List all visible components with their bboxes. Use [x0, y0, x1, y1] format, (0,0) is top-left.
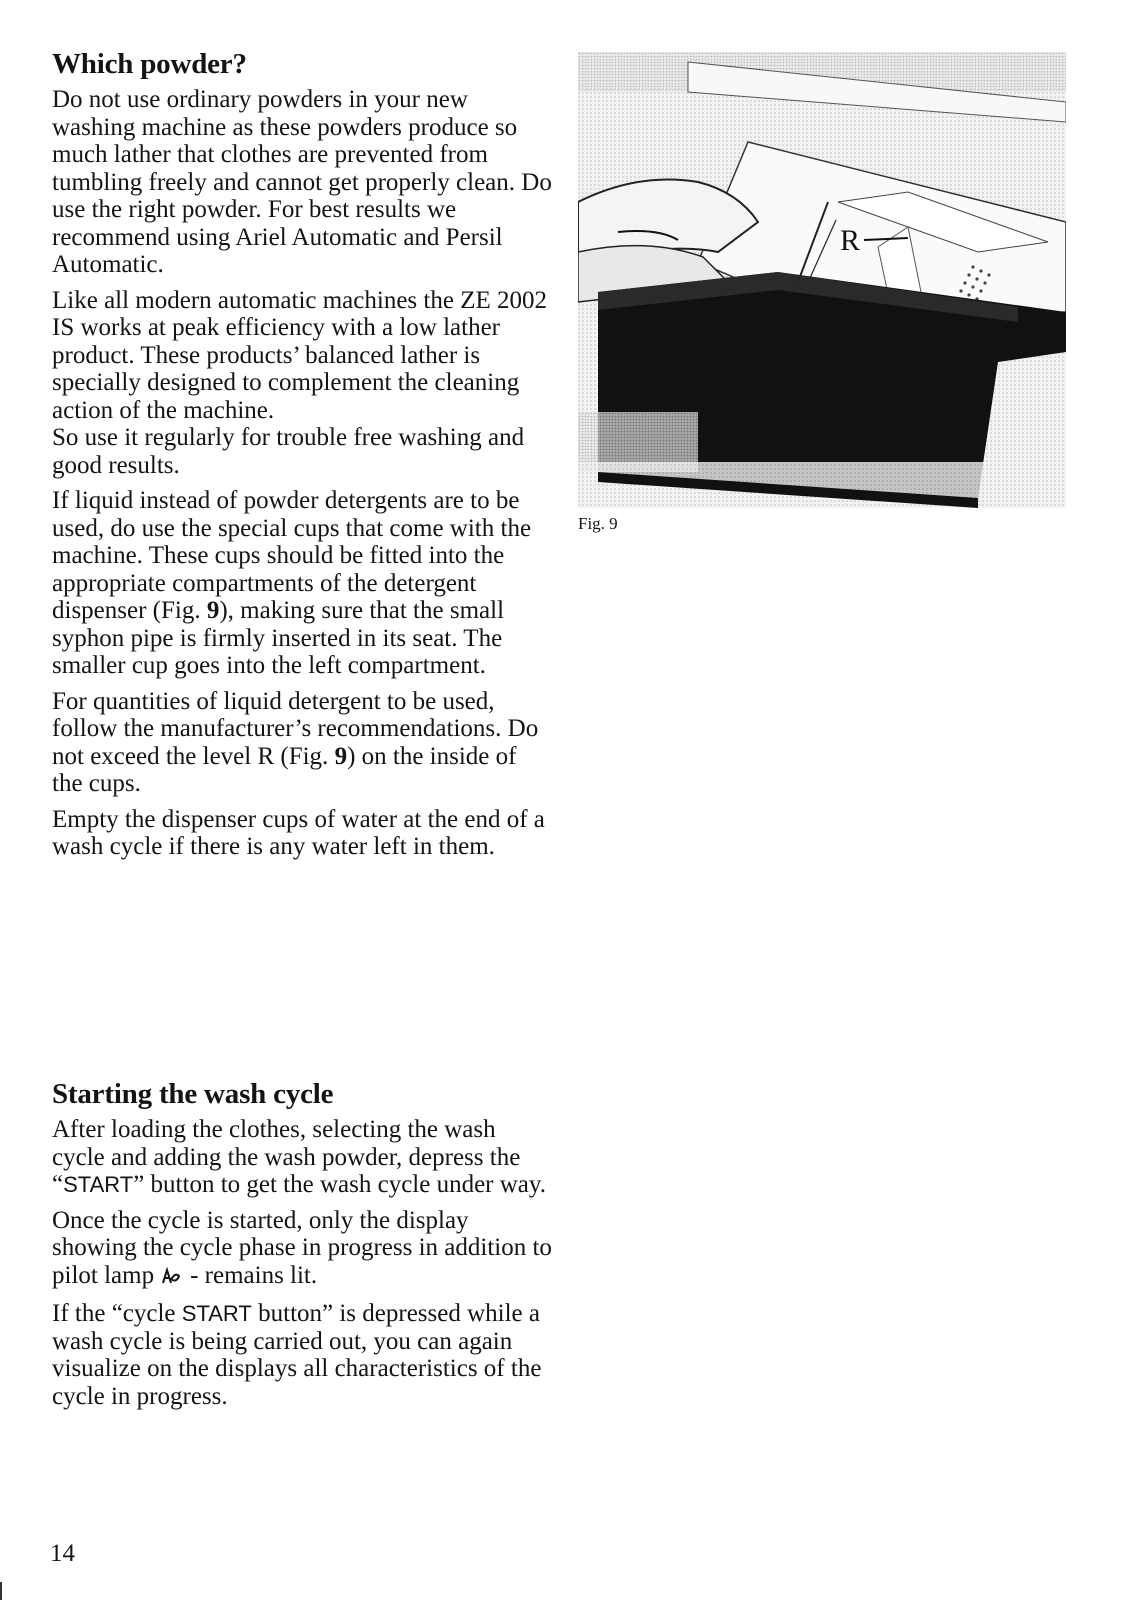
paragraph-cycle-started: Once the cycle is started, only the display showing the cycle phase in progress in addition to pilot lamp - remains lit.: [52, 1207, 552, 1293]
paragraph-start-during-cycle: If the “cycle START button” is depressed while a wash cycle is being carried out, you can again visualize on the displays all characteristics of the cycle in progress.: [52, 1300, 542, 1410]
section-starting-wash-cycle: [52, 1078, 552, 1418]
heading-starting-wash-cycle: Starting the wash cycle: [52, 1078, 334, 1110]
paragraph-use-regularly: So use it regularly for trouble free washing and good results.: [52, 424, 525, 479]
page-number: 14: [50, 1540, 75, 1567]
heading-which-powder: Which powder?: [52, 48, 247, 80]
paragraph-liquid-detergent: If liquid instead of powder detergents are to be used, do use the special cups that come with the machine. These cups should be fitted into the appropriate compartments of the detergent dispenser (Fig. 9), making sure that the small syphon pipe is firmly inserted in its seat. The smaller cup goes into the left compartment.: [52, 487, 532, 679]
fig-reference: 9: [206, 597, 220, 624]
dispenser-photo-illustration: [578, 52, 1066, 508]
start-label: START: [181, 1301, 252, 1326]
figure-detergent-dispenser: [578, 52, 1066, 508]
edge-mark: [0, 1582, 2, 1600]
pilot-lamp-icon: [160, 1265, 182, 1293]
paragraph-quantities: For quantities of liquid detergent to be used, follow the manufacturer’s recommendations. Do not exceed the level R (Fig. 9) on the inside of the cups.: [52, 687, 539, 797]
level-r-label: R: [840, 224, 861, 257]
start-label: START: [63, 1172, 134, 1197]
paragraph-empty-cups: Empty the dispenser cups of water at the end of a wash cycle if there is any water left in them.: [52, 805, 545, 860]
paragraph-depress-start: After loading the clothes, selecting the wash cycle and adding the wash powder, depress the “START” button to get the wash cycle under way.: [52, 1116, 547, 1198]
paragraph-low-lather: Like all modern automatic machines the ZE 2002 IS works at peak efficiency with a low lather product. These products’ balanced lather is specially designed to complement the cleaning action of the machine.: [52, 286, 547, 424]
fig-reference: 9: [334, 742, 348, 770]
paragraph-ordinary-powders: Do not use ordinary powders in your new washing machine as these powders produce so much lather that clothes are prevented from tumbling freely and cannot get properly clean. Do use the right powder. For best results we recommend using Ariel Automatic and Persil Automatic.: [52, 86, 552, 278]
figure-caption: Fig. 9: [578, 514, 618, 533]
section-which-powder: [52, 48, 552, 869]
